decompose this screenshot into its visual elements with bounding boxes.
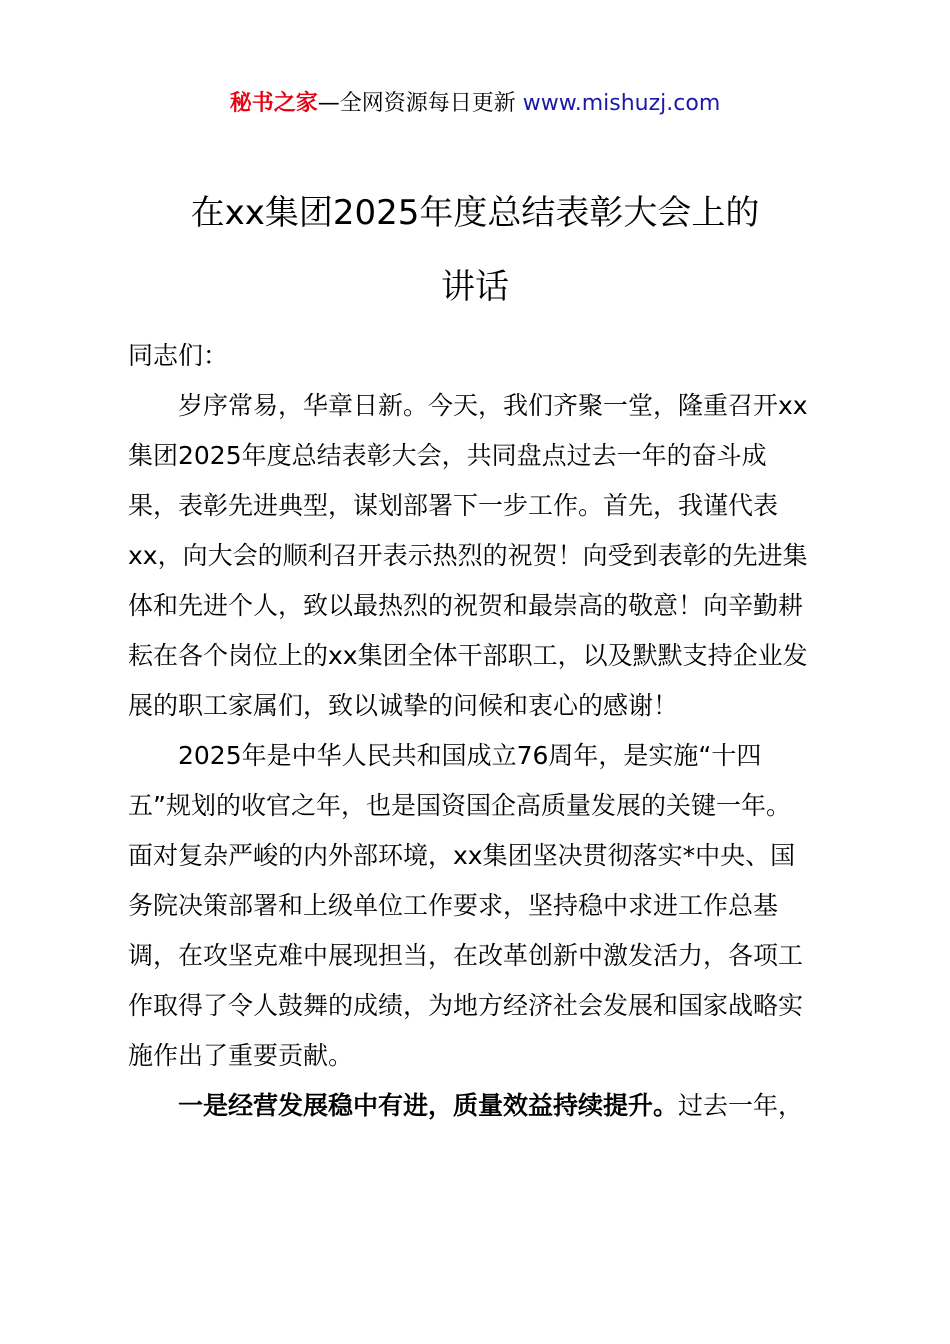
- paragraph-3-heading: 一是经营发展稳中有进，质量效益持续提升。: [178, 1091, 679, 1120]
- paragraph-2-line: 务院决策部署和上级单位工作要求，坚持稳中求进工作总基: [128, 891, 779, 920]
- paragraph-2: [128, 731, 838, 1081]
- site-brand: 秘书之家: [229, 91, 318, 116]
- document-body: [128, 331, 838, 1131]
- paragraph-1-line: 果，表彰先进典型，谋划部署下一步工作。首先，我谨代表: [128, 491, 779, 520]
- paragraph-3-text: 过去一年，: [678, 1091, 804, 1120]
- paragraph-2-line: 面对复杂严峻的内外部环境，xx集团坚决贯彻落实*中央、国: [128, 841, 796, 870]
- paragraph-1-line: 耘在各个岗位上的xx集团全体干部职工，以及默默支持企业发: [128, 641, 808, 670]
- title-line-2: 讲话: [441, 267, 509, 307]
- paragraph-1: [128, 381, 838, 731]
- paragraph-2-line: 调，在攻坚克难中展现担当，在改革创新中激发活力，各项工: [128, 941, 804, 970]
- paragraph-2-line: 作取得了令人鼓舞的成绩，为地方经济社会发展和国家战略实: [128, 991, 804, 1020]
- paragraph-2-line: 2025年是中华人民共和国成立76周年，是实施“十四: [178, 741, 762, 770]
- title-line-1: 在xx集团2025年度总结表彰大会上的: [190, 193, 760, 233]
- paragraph-2-line: 五”规划的收官之年，也是国资国企高质量发展的关键一年。: [128, 791, 791, 820]
- paragraph-1-line: 体和先进个人，致以最热烈的祝贺和最崇高的敬意！向辛勤耕: [128, 591, 804, 620]
- site-header: [0, 86, 950, 122]
- paragraph-3: [128, 1081, 838, 1131]
- site-url[interactable]: www.mishuzj.com: [522, 91, 721, 116]
- document-title: [60, 176, 890, 324]
- paragraph-1-line: 岁序常易，华章日新。今天，我们齐聚一堂，隆重召开xx: [178, 391, 808, 420]
- site-slogan: —全网资源每日更新: [317, 91, 516, 116]
- paragraph-1-line: 展的职工家属们，致以诚挚的问候和衷心的感谢！: [128, 691, 679, 720]
- paragraph-3-line: [128, 1081, 838, 1131]
- paragraph-2-line: 施作出了重要贡献。: [128, 1041, 354, 1070]
- paragraph-1-line: 集团2025年度总结表彰大会，共同盘点过去一年的奋斗成: [128, 441, 767, 470]
- paragraph-1-line: xx，向大会的顺利召开表示热烈的祝贺！向受到表彰的先进集: [128, 541, 808, 570]
- greeting: 同志们：: [128, 341, 229, 370]
